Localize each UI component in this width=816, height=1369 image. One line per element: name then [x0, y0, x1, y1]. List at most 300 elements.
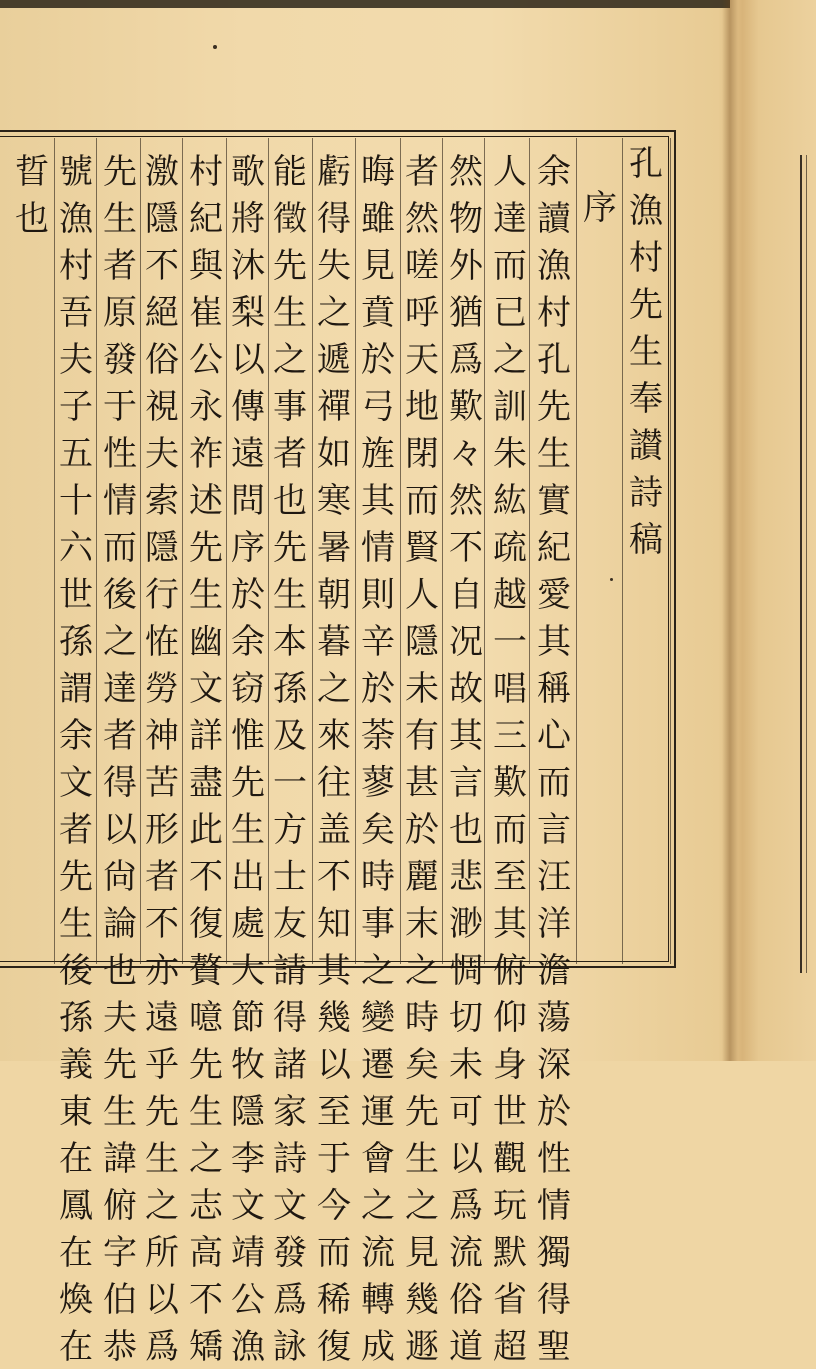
column-char: 文: [231, 1186, 265, 1226]
column-char: 絕: [145, 293, 179, 333]
column-char: 先: [189, 1045, 223, 1085]
column-char: 遠: [145, 998, 179, 1038]
text-column-5: [356, 150, 400, 1367]
column-char: 出: [231, 857, 265, 897]
column-char: 夫: [145, 434, 179, 474]
column-char: 然: [449, 152, 483, 192]
column-char: 之: [361, 1186, 395, 1226]
column-char: 嗟: [405, 246, 439, 286]
column-char: 義: [59, 1045, 93, 1085]
column-char: 夫: [59, 340, 93, 380]
column-char: 其: [361, 481, 395, 521]
column-char: 文: [59, 763, 93, 803]
column-char: 見: [405, 1233, 439, 1273]
column-char: 子: [59, 387, 93, 427]
column-char: 賢: [405, 528, 439, 568]
column-char: 稿: [629, 520, 663, 560]
column-char: 贅: [189, 951, 223, 991]
column-char: 讃: [629, 426, 663, 466]
column-char: 以: [103, 810, 137, 850]
column-char: 也: [15, 199, 49, 239]
column-char: 辛: [361, 622, 395, 662]
column-char: 稱: [537, 669, 571, 709]
column-char: 先: [189, 528, 223, 568]
column-char: 矣: [361, 810, 395, 850]
column-char: 得: [273, 998, 307, 1038]
column-char: 仰: [493, 998, 527, 1038]
column-char: 余: [59, 716, 93, 756]
column-char: 先: [273, 246, 307, 286]
column-char: 於: [405, 810, 439, 850]
column-char: 達: [103, 669, 137, 709]
column-char: 所: [145, 1233, 179, 1273]
column-char: 惟: [231, 716, 265, 756]
column-char: 村: [629, 238, 663, 278]
column-char: 生: [405, 1139, 439, 1179]
column-char: 號: [59, 152, 93, 192]
column-char: 視: [145, 387, 179, 427]
column-char: 村: [537, 293, 571, 333]
column-char: 有: [405, 716, 439, 756]
column-char: 士: [273, 857, 307, 897]
column-char: 以: [317, 1045, 351, 1085]
column-char: 情: [103, 481, 137, 521]
column-char: 三: [493, 716, 527, 756]
column-char: 達: [493, 199, 527, 239]
text-column-13: [10, 150, 54, 960]
column-char: 先: [231, 763, 265, 803]
column-char: 先: [405, 1092, 439, 1132]
column-char: 靖: [231, 1233, 265, 1273]
column-char: 先: [273, 528, 307, 568]
column-char: 紀: [537, 528, 571, 568]
column-char: 生: [537, 434, 571, 474]
column-char: 不: [189, 857, 223, 897]
column-char: 形: [145, 810, 179, 850]
text-column-6: [312, 150, 356, 1367]
column-char: 于: [317, 1139, 351, 1179]
column-char: 越: [493, 575, 527, 615]
column-char: 之: [317, 669, 351, 709]
column-char: 默: [493, 1233, 527, 1273]
column-char: 未: [449, 1045, 483, 1085]
column-char: 渺: [449, 904, 483, 944]
text-column-8: [226, 150, 270, 1367]
column-char: 能: [273, 152, 307, 192]
column-char: 行: [145, 575, 179, 615]
column-char: 世: [493, 1092, 527, 1132]
column-char: 其: [537, 622, 571, 662]
column-char: 生: [103, 199, 137, 239]
column-rule: [670, 138, 671, 964]
column-char: 於: [231, 575, 265, 615]
column-char: 賁: [361, 293, 395, 333]
column-char: 也: [273, 481, 307, 521]
text-column-2: [488, 150, 532, 1367]
column-char: 節: [231, 998, 265, 1038]
column-char: 玩: [493, 1186, 527, 1226]
column-char: 吾: [59, 293, 93, 333]
column-char: 世: [59, 575, 93, 615]
column-char: 之: [361, 951, 395, 991]
column-char: 傳: [231, 387, 265, 427]
column-char: 今: [317, 1186, 351, 1226]
column-char: 獨: [537, 1233, 571, 1273]
column-char: 不: [449, 528, 483, 568]
column-char: 地: [405, 387, 439, 427]
column-char: 歌: [231, 152, 265, 192]
column-char: 先: [145, 1092, 179, 1132]
column-char: 生: [231, 810, 265, 850]
column-char: 得: [317, 199, 351, 239]
page-fold: [722, 0, 738, 1061]
column-char: 崔: [189, 293, 223, 333]
column-char: 徵: [273, 199, 307, 239]
column-char: 恠: [145, 622, 179, 662]
column-char: 夫: [103, 998, 137, 1038]
column-char: 俗: [145, 340, 179, 380]
column-char: 者: [59, 810, 93, 850]
column-char: 問: [231, 481, 265, 521]
column-char: 得: [537, 1280, 571, 1320]
column-char: 奉: [629, 379, 663, 419]
column-char: 見: [361, 246, 395, 286]
column-char: 者: [273, 434, 307, 474]
column-char: 爲: [273, 1280, 307, 1320]
column-char: 生: [189, 1092, 223, 1132]
column-char: 稀: [317, 1280, 351, 1320]
column-char: 村: [59, 246, 93, 286]
column-char: 也: [449, 810, 483, 850]
column-char: 也: [103, 951, 137, 991]
column-char: 朝: [317, 575, 351, 615]
column-char: 一: [273, 763, 307, 803]
title-column: [624, 142, 668, 952]
column-char: 々: [449, 434, 483, 474]
column-char: 况: [449, 622, 483, 662]
column-char: 乎: [145, 1045, 179, 1085]
column-char: 于: [103, 387, 137, 427]
column-char: 自: [449, 575, 483, 615]
column-char: 讀: [537, 199, 571, 239]
column-char: 之: [189, 1139, 223, 1179]
column-char: 文: [189, 669, 223, 709]
column-char: 之: [405, 1186, 439, 1226]
column-char: 蓼: [361, 763, 395, 803]
column-char: 之: [145, 1186, 179, 1226]
column-char: 閉: [405, 434, 439, 474]
column-char: 汪: [537, 857, 571, 897]
column-char: 發: [273, 1233, 307, 1273]
column-char: 沐: [231, 246, 265, 286]
column-char: 切: [449, 998, 483, 1038]
column-char: 其: [317, 951, 351, 991]
column-char: 心: [537, 716, 571, 756]
column-rule: [622, 138, 623, 964]
column-char: 復: [317, 1327, 351, 1367]
column-char: 大: [231, 951, 265, 991]
column-char: 與: [189, 246, 223, 286]
column-char: 先: [537, 387, 571, 427]
column-char: 遠: [231, 434, 265, 474]
column-char: 幾: [317, 998, 351, 1038]
column-char: 及: [273, 716, 307, 756]
column-char: 性: [103, 434, 137, 474]
column-char: 盡: [189, 763, 223, 803]
column-char: 朱: [493, 434, 527, 474]
column-char: 天: [405, 340, 439, 380]
column-char: 序: [583, 188, 617, 228]
column-char: 爲: [449, 340, 483, 380]
column-char: 不: [317, 857, 351, 897]
column-char: 愛: [537, 575, 571, 615]
column-char: 復: [189, 904, 223, 944]
column-char: 疏: [493, 528, 527, 568]
column-char: 生: [629, 332, 663, 372]
column-char: 然: [449, 481, 483, 521]
column-char: 者: [103, 716, 137, 756]
column-char: 六: [59, 528, 93, 568]
column-char: 末: [405, 904, 439, 944]
column-char: 神: [145, 716, 179, 756]
column-char: 訓: [493, 387, 527, 427]
column-char: 伯: [103, 1280, 137, 1320]
column-char: 麗: [405, 857, 439, 897]
column-char: 物: [449, 199, 483, 239]
column-char: 歎: [449, 387, 483, 427]
column-char: 矯: [189, 1327, 223, 1367]
column-char: 時: [361, 857, 395, 897]
column-char: 生: [59, 904, 93, 944]
column-char: 於: [361, 340, 395, 380]
column-char: 東: [59, 1092, 93, 1132]
column-char: 省: [493, 1280, 527, 1320]
column-char: 言: [449, 763, 483, 803]
column-char: 超: [493, 1327, 527, 1367]
column-char: 如: [317, 434, 351, 474]
column-char: 禪: [317, 387, 351, 427]
column-char: 一: [493, 622, 527, 662]
column-char: 則: [361, 575, 395, 615]
column-char: 會: [361, 1139, 395, 1179]
column-char: 李: [231, 1139, 265, 1179]
column-char: 知: [317, 904, 351, 944]
column-char: 洋: [537, 904, 571, 944]
column-char: 五: [59, 434, 93, 474]
column-char: 之: [317, 293, 351, 333]
column-char: 俯: [493, 951, 527, 991]
text-column-12: [54, 150, 98, 1367]
column-char: 可: [449, 1092, 483, 1132]
column-char: 而: [103, 528, 137, 568]
column-char: 發: [103, 340, 137, 380]
column-char: 漁: [231, 1327, 265, 1367]
column-char: 在: [59, 1233, 93, 1273]
column-char: 梨: [231, 293, 265, 333]
column-char: 者: [145, 857, 179, 897]
column-char: 遷: [361, 1045, 395, 1085]
paper-speck: [213, 45, 217, 49]
column-char: 弓: [361, 387, 395, 427]
column-char: 之: [273, 340, 307, 380]
text-column-10: [140, 150, 184, 1367]
column-char: 未: [405, 669, 439, 709]
column-char: 矣: [405, 1045, 439, 1085]
column-char: 人: [405, 575, 439, 615]
text-column-11: [98, 150, 142, 1367]
column-char: 勞: [145, 669, 179, 709]
column-char: 言: [537, 810, 571, 850]
column-char: 歎: [493, 763, 527, 803]
column-char: 雖: [361, 199, 395, 239]
column-char: 方: [273, 810, 307, 850]
column-rule: [576, 138, 577, 964]
column-char: 志: [189, 1186, 223, 1226]
column-char: 十: [59, 481, 93, 521]
column-char: 猶: [449, 293, 483, 333]
column-char: 以: [145, 1280, 179, 1320]
column-char: 漁: [59, 199, 93, 239]
column-char: 以: [449, 1139, 483, 1179]
column-char: 余: [537, 152, 571, 192]
column-char: 諱: [103, 1139, 137, 1179]
column-char: 晢: [15, 152, 49, 192]
next-page-border-inner: [806, 155, 807, 973]
column-char: 余: [231, 622, 265, 662]
column-char: 虧: [317, 152, 351, 192]
column-char: 在: [59, 1327, 93, 1367]
column-char: 紀: [189, 199, 223, 239]
column-char: 而: [405, 481, 439, 521]
column-char: 激: [145, 152, 179, 192]
column-char: 孫: [273, 669, 307, 709]
column-char: 煥: [59, 1280, 93, 1320]
column-char: 盖: [317, 810, 351, 850]
column-char: 永: [189, 387, 223, 427]
column-char: 幾: [405, 1280, 439, 1320]
column-char: 而: [493, 810, 527, 850]
column-char: 深: [537, 1045, 571, 1085]
column-char: 於: [537, 1092, 571, 1132]
column-char: 荼: [361, 716, 395, 756]
column-char: 孫: [59, 998, 93, 1038]
column-char: 聖: [537, 1327, 571, 1367]
column-char: 紘: [493, 481, 527, 521]
column-char: 亦: [145, 951, 179, 991]
heading-column: [578, 186, 622, 996]
column-char: 已: [493, 293, 527, 333]
column-char: 諸: [273, 1045, 307, 1085]
column-char: 於: [361, 669, 395, 709]
column-char: 而: [317, 1233, 351, 1273]
column-char: 高: [189, 1233, 223, 1273]
column-char: 隱: [231, 1092, 265, 1132]
column-char: 至: [493, 857, 527, 897]
column-char: 生: [103, 1092, 137, 1132]
column-char: 運: [361, 1092, 395, 1132]
column-char: 序: [231, 528, 265, 568]
column-char: 時: [405, 998, 439, 1038]
column-char: 轉: [361, 1280, 395, 1320]
column-char: 旌: [361, 434, 395, 474]
column-char: 而: [493, 246, 527, 286]
column-char: 隱: [145, 528, 179, 568]
column-char: 不: [145, 904, 179, 944]
column-char: 暑: [317, 528, 351, 568]
column-char: 漁: [629, 191, 663, 231]
column-char: 俯: [103, 1186, 137, 1226]
column-char: 情: [537, 1186, 571, 1226]
column-char: 詩: [629, 473, 663, 513]
column-char: 其: [493, 904, 527, 944]
column-char: 其: [449, 716, 483, 756]
column-char: 生: [189, 575, 223, 615]
column-char: 祚: [189, 434, 223, 474]
column-char: 之: [493, 340, 527, 380]
column-char: 爲: [145, 1327, 179, 1367]
column-char: 道: [449, 1327, 483, 1367]
column-char: 之: [405, 951, 439, 991]
column-char: 家: [273, 1092, 307, 1132]
column-char: 流: [361, 1233, 395, 1273]
column-char: 情: [361, 528, 395, 568]
column-char: 成: [361, 1327, 395, 1367]
column-char: 生: [145, 1139, 179, 1179]
column-char: 述: [189, 481, 223, 521]
column-char: 本: [273, 622, 307, 662]
column-char: 窃: [231, 669, 265, 709]
column-char: 處: [231, 904, 265, 944]
column-char: 暮: [317, 622, 351, 662]
column-char: 者: [405, 152, 439, 192]
column-char: 惆: [449, 951, 483, 991]
column-char: 遞: [317, 340, 351, 380]
column-char: 此: [189, 810, 223, 850]
column-char: 寒: [317, 481, 351, 521]
column-char: 身: [493, 1045, 527, 1085]
column-char: 詩: [273, 1139, 307, 1179]
column-char: 先: [103, 152, 137, 192]
column-char: 觀: [493, 1139, 527, 1179]
column-char: 得: [103, 763, 137, 803]
column-char: 將: [231, 199, 265, 239]
column-char: 故: [449, 669, 483, 709]
column-char: 漁: [537, 246, 571, 286]
column-char: 文: [273, 1186, 307, 1226]
column-char: 後: [59, 951, 93, 991]
column-char: 生: [273, 293, 307, 333]
column-char: 遯: [405, 1327, 439, 1367]
column-char: 原: [103, 293, 137, 333]
column-char: 苦: [145, 763, 179, 803]
column-char: 者: [103, 246, 137, 286]
text-column-7: [268, 150, 312, 1367]
column-char: 生: [273, 575, 307, 615]
column-char: 隱: [405, 622, 439, 662]
column-char: 先: [59, 857, 93, 897]
column-char: 孔: [629, 144, 663, 184]
column-char: 甚: [405, 763, 439, 803]
column-char: 人: [493, 152, 527, 192]
column-char: 不: [189, 1280, 223, 1320]
column-char: 謂: [59, 669, 93, 709]
column-char: 呼: [405, 293, 439, 333]
column-char: 蕩: [537, 998, 571, 1038]
column-char: 鳳: [59, 1186, 93, 1226]
column-char: 澹: [537, 951, 571, 991]
column-char: 牧: [231, 1045, 265, 1085]
column-char: 然: [405, 199, 439, 239]
